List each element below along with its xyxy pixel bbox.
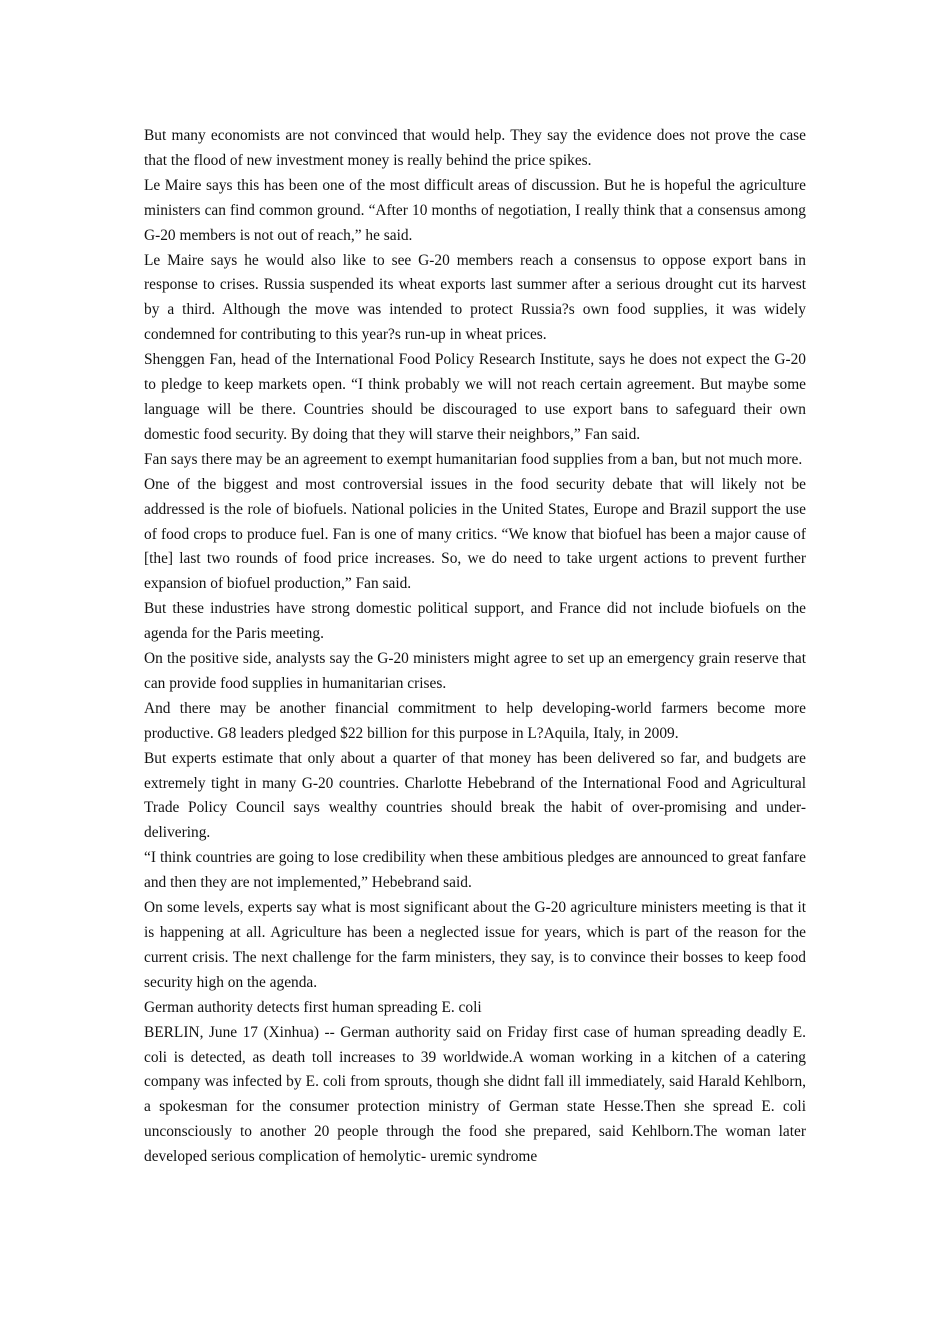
paragraph-credibility-quote: “I think countries are going to lose credibility when these ambitious pledges are announced to great fanfare and then they are not implemented,” Hebebrand said.	[144, 849, 806, 892]
paragraph-shenggen-fan: Shenggen Fan, head of the International Food Policy Research Institute, says he does not expect the G-20 to pledge to keep markets open. “I think probably we will not reach certain agreement. But maybe some language will be there. Countries should be discouraged to use export bans to safeguard their own domestic food security. By doing that they will starve their neighbors,” Fan said.	[144, 351, 806, 443]
article-body	[144, 124, 806, 1170]
paragraph-le-maire-common-ground: Le Maire says this has been one of the most difficult areas of discussion. But he is hopeful the agriculture ministers can find common ground. “After 10 months of negotiation, I really think that a consensus among G-20 members is not out of reach,” he said.	[144, 176, 806, 244]
paragraph-export-bans: Le Maire says he would also like to see G-20 members reach a consensus to oppose export bans in response to crises. Russia suspended its wheat exports last summer after a serious drought cut its harvest by a third. Although the move was intended to protect Russia?s own food supplies, it was widely condemned for contributing to this year?s run-up in wheat prices.	[144, 251, 806, 344]
article-headline-ecoli: German authority detects first human spreading E. coli	[144, 998, 482, 1016]
paragraph-political-support: But these industries have strong domestic political support, and France did not include biofuels on the agenda for the Paris meeting.	[144, 600, 806, 643]
paragraph-humanitarian-exemption: Fan says there may be an agreement to exempt humanitarian food supplies from a ban, but not much more.	[144, 450, 803, 468]
paragraph-financial-commitment: And there may be another financial commitment to help developing-world farmers become more productive. G8 leaders pledged $22 billion for this purpose in L?Aquila, Italy, in 2009.	[144, 699, 806, 742]
paragraph-economists: But many economists are not convinced that would help. They say the evidence does not prove the case that the flood of new investment money is really behind the price spikes.	[144, 127, 806, 169]
paragraph-significance: On some levels, experts say what is most significant about the G-20 agriculture ministers meeting is that it is happening at all. Agriculture has been a neglected issue for years, which is part of the reason for the current crisis. The next challenge for the farm ministers, they say, is to convince their bosses to keep food security high on the agenda.	[144, 899, 806, 991]
paragraph-hebebrand: But experts estimate that only about a quarter of that money has been delivered so far, and budgets are extremely tight in many G-20 countries. Charlotte Hebebrand of the International Food and Agricultural Trade Policy Council says wealthy countries should break the habit of over-promising and under-delivering.	[144, 749, 806, 842]
paragraph-berlin-ecoli: BERLIN, June 17 (Xinhua) -- German authority said on Friday first case of human spreading deadly E. coli is detected, as death toll increases to 39 worldwide.A woman working in a kitchen of a catering company was infected by E. coli from sprouts, though she didnt fall ill immediately, said Harald Kehlborn, a spokesman for the consumer protection ministry of German state Hesse.Then she spread E. coli unconsciously to another 20 people through the food she prepared, said Kehlborn.The woman later developed serious complication of hemolytic- uremic syndrome	[144, 1023, 806, 1166]
paragraph-grain-reserve: On the positive side, analysts say the G-20 ministers might agree to set up an emergency grain reserve that can provide food supplies in humanitarian crises.	[144, 650, 806, 692]
paragraph-biofuels: One of the biggest and most controversial issues in the food security debate that will likely not be addressed is the role of biofuels. National policies in the United States, Europe and Brazil support the use of food crops to produce fuel. Fan is one of many critics. “We know that biofuel has been a major cause of [the] last two rounds of food price increases. So, we do need to take urgent actions to prevent further expansion of biofuel production,” Fan said.	[144, 475, 806, 593]
